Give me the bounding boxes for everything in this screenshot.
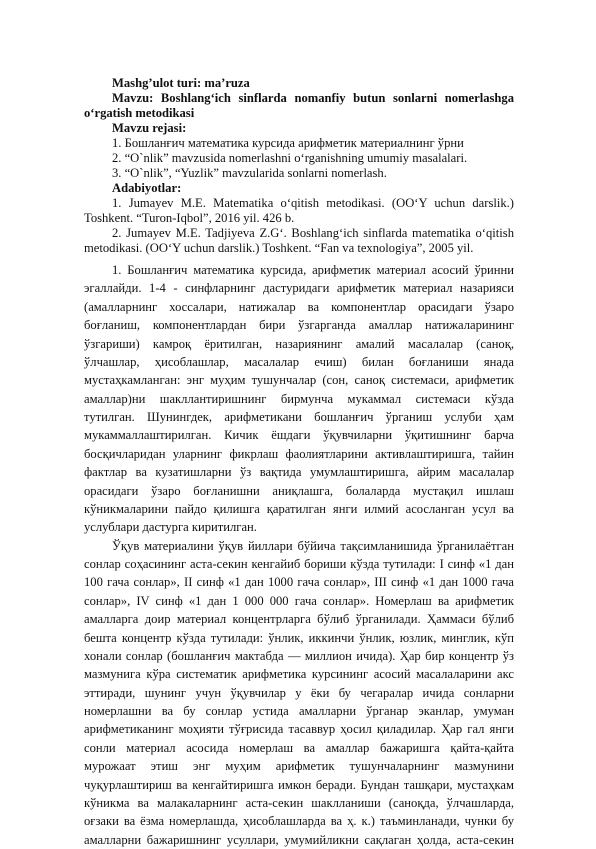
paragraph-1-line: мукаммаллаштирилган. Кичик ёшдаги ўқувчиларни ўқитишнинг барча: [84, 428, 514, 443]
paragraph-2-line: амалларни бажаришнинг усуллари, умумийликни сақлаган ҳолда, аста-секин: [84, 832, 514, 847]
reference-item: 1. Jumayev M.E. Matematika o‘qitish metodikasi. (OO‘Y uchun darslik.): [112, 196, 514, 210]
paragraph-2-line: номерлашни ва бу сонлар устида амалларни ўрганар эканлар, умуман: [84, 704, 514, 718]
paragraph-2-line: сонли материал асосида номерлаш ва амаллар бажаришга қайта-қайта: [84, 740, 514, 755]
paragraph-2-line: арифметиканинг моҳияти тўғрисида тасаввур ҳосил қиладилар. Ҳар гал янги: [84, 722, 514, 737]
paragraph-1-line: тутилган. Шунингдек, арифметикани бошланғич ўрганиш услуби ҳам: [84, 410, 514, 424]
paragraph-2-line: эттиради, шунинг учун ўқувчилар у ёки бу чегаралар ичида сонларни: [84, 685, 514, 700]
plan-item: 1. Бошланғич математика курсида арифметик материалнинг ўрни: [112, 136, 464, 150]
paragraph-1-line: фактлар ва кузатишларни ўз вақтида умумлаштиришга, айрим масалалар: [84, 465, 514, 480]
reference-item: 2. Jumayev M.E. Tadjiyeva Z.G‘. Boshlang‘ich sinflarda matematika o‘qitish: [112, 226, 514, 240]
paragraph-1-line: босқичларидан уларнинг фикрлаш фаолиятларини активлаштиришга, тайин: [84, 446, 514, 461]
paragraph-2-line: Ўқув материалини ўқув йиллари бўйича тақсимланишида ўрганилаётган: [112, 538, 514, 553]
paragraph-2-line: амалларга доир материал концентрларга бўлиб ўрганилади. Ҳаммаси бўлиб: [84, 612, 514, 627]
lesson-header: [84, 76, 514, 256]
topic-line-2: o‘rgatish metodikasi: [84, 106, 195, 120]
body-text: [84, 261, 514, 849]
paragraph-2-line: мазмунига кўра систематик арифметика курсининг асосий масалаларини акс: [84, 667, 514, 682]
references-title: Adabiyotlar:: [112, 181, 182, 195]
paragraph-2-line: чуқурлаштириш ва кенгайтиришга имкон беради. Бундан ташқари, мустаҳкам: [84, 777, 514, 792]
plan-item: 3. “O`nlik”, “Yuzlik” mavzularida sonlarni nomerlash.: [112, 166, 387, 180]
paragraph-2-line: хонали сонлар (бошланғич мактабда — миллион ичида). Ҳар бир концентр ўз: [84, 648, 514, 663]
paragraph-1-line: услублари дастурга киритилган.: [84, 520, 257, 535]
paragraph-1-line: мустаҳкамланган: энг муҳим тушунчалар (сон, саноқ системаси, арифметик: [84, 373, 514, 388]
plan-item: 2. “O`nlik” mavzusida nomerlashni o‘rganishning umumiy masalalari.: [112, 151, 468, 165]
paragraph-1-line: боғланиш, компонентлардан бири ўзгарганда амаллар натижаларининг: [84, 318, 514, 333]
paragraph-2-line: сонлар», IV синф «1 дан 1 000 000 гача сонлар». Номерлаш ва арифметик: [84, 593, 514, 608]
paragraph-1-line: ўзгариши) камроқ ёритилган, назариянинг амалий масалалар (саноқ,: [84, 336, 514, 351]
paragraph-2-line: кўникма ва малакаларнинг аста-секин шаклланиши (саноқда, ўлчашларда,: [84, 795, 514, 810]
paragraph-1-line: орасидаги ўзаро боғланишни аниқлашга, болаларда мустақил ишлаш: [84, 483, 514, 498]
paragraph-1-line: кўникмаларини пайдо қилишга қаратилган янги илмий асосланган усул ва: [84, 501, 514, 516]
reference-item-cont: metodikasi. (OO‘Y uchun darslik.) Toshkent. “Fan va texnologiya”, 2005 yil.: [84, 241, 474, 255]
plan-title: Mavzu rejasi:: [112, 121, 187, 135]
paragraph-2-line: бешта концентр кўзда тутилади: ўнлик, иккинчи ўнлик, юзлик, минглик, кўп: [84, 630, 514, 645]
topic-line-1: Mavzu: Boshlang‘ich sinflarda nomanfiy butun sonlarni nomerlashga: [112, 91, 514, 105]
paragraph-1-line: ўлчашлар, ҳисоблашлар, масалалар ечиш) билан боғланиши янада: [84, 354, 514, 369]
paragraph-1-line: эгаллайди. 1-4 - синфларнинг дастуридаги арифметик материал назарияси: [84, 281, 514, 296]
paragraph-1-line: 1. Бошланғич математика курсида, арифметик материал асосий ўринни: [112, 263, 514, 277]
paragraph-2-line: сонлар соҳасининг аста-секин кенгайиб бориши кўзда тутилади: I синф «1 дан: [84, 557, 514, 571]
lesson-type: Mashg’ulot turi: ma’ruza: [112, 76, 250, 90]
paragraph-2-line: оғзаки ва ёзма номерлашда, ҳисоблашларда ва ҳ. к.) таъминланади, чунки бу: [84, 814, 514, 829]
paragraph-2-line: 100 гача сонлар», II синф «1 дан 1000 гача сонлар», III синф «1 дан 1000 гача: [84, 575, 514, 590]
reference-item-cont: Toshkent. “Turon-Iqbol”, 2016 yil. 426 b.: [84, 211, 295, 225]
paragraph-1-line: (амалларнинг хоссалари, натижалар ва компонентлар орасидаги ўзаро: [84, 299, 514, 314]
paragraph-1-line: амаллар)ни шакллантиришнинг бирмунча мукаммал системаси кўзда: [84, 391, 514, 406]
paragraph-2-line: мурожаат этиш энг муҳим арифметик тушунчаларнинг мазмунини: [84, 759, 514, 774]
